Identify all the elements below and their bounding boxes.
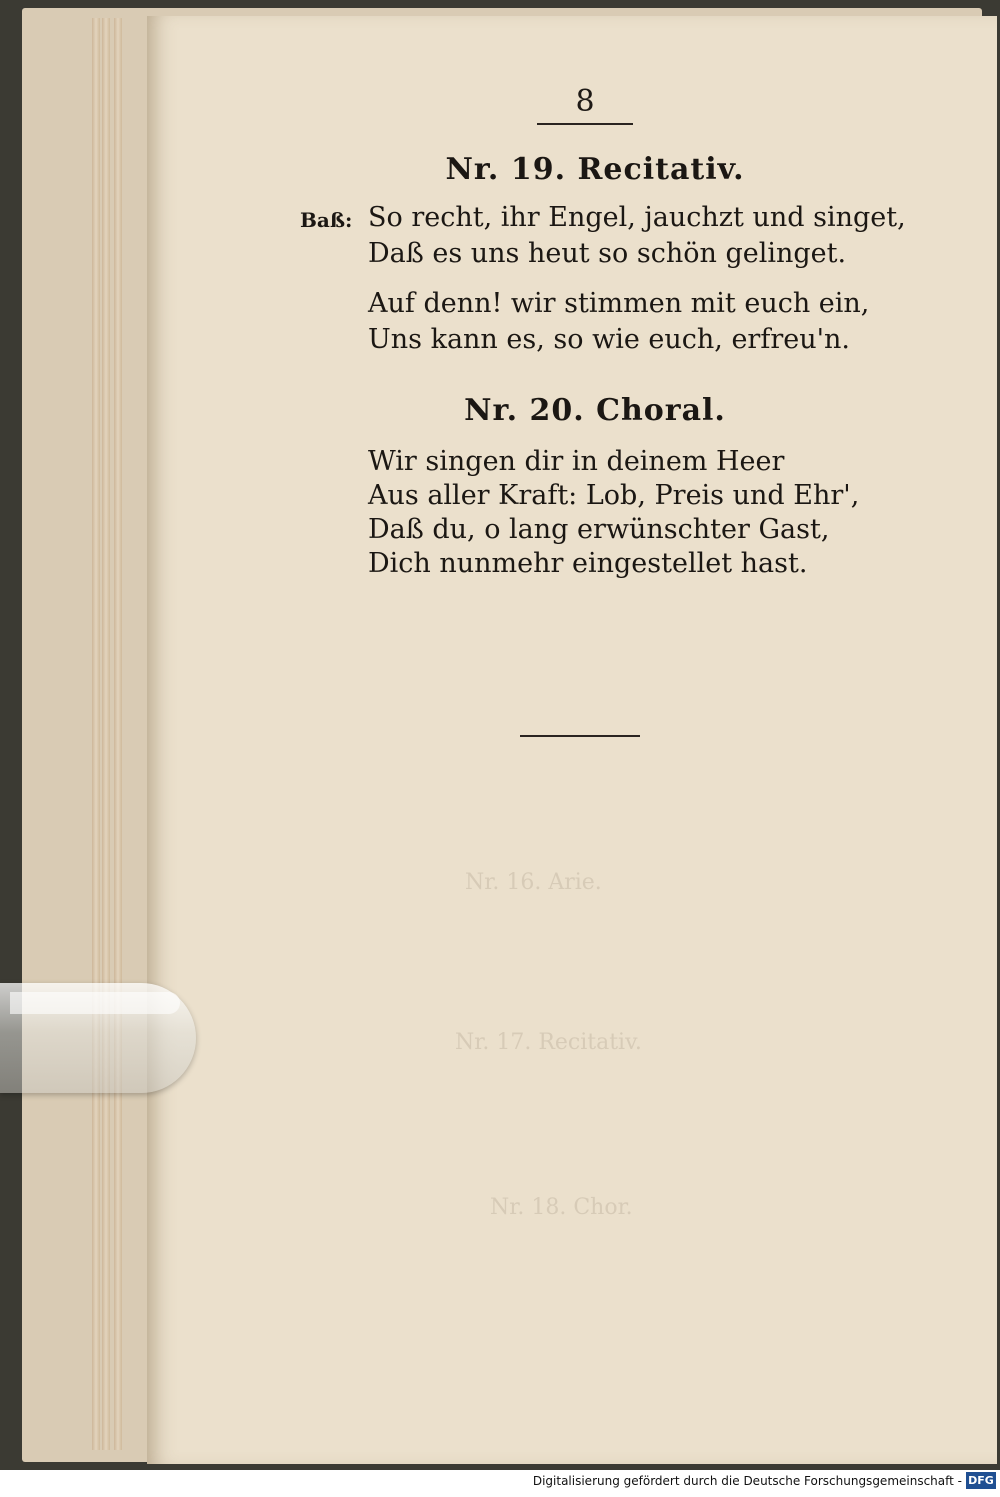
verse-line: Daß du, o lang erwünschter Gast,	[368, 514, 830, 545]
page-edge	[114, 18, 122, 1450]
section-heading: Nr. 20. Choral.	[464, 393, 726, 428]
show-through-heading: Nr. 18. Chor.	[490, 1195, 633, 1220]
dfg-logo: DFG	[966, 1472, 996, 1489]
book-page	[147, 16, 997, 1464]
verse-line: Uns kann es, so wie euch, erfreu'n.	[368, 324, 850, 355]
page-edge	[92, 18, 100, 1450]
page-number-rule	[537, 123, 633, 125]
verse-line: Daß es uns heut so schön gelinget.	[368, 238, 847, 269]
verse-line: Wir singen dir in deinem Heer	[368, 446, 785, 477]
verse-line: Auf denn! wir stimmen mit euch ein,	[368, 288, 870, 319]
speaker-label: Baß:	[300, 208, 353, 232]
show-through-heading: Nr. 17. Recitativ.	[455, 1030, 642, 1055]
verse-line: Aus aller Kraft: Lob, Preis und Ehr',	[368, 480, 860, 511]
page-holder-clip-highlight	[10, 992, 180, 1014]
verse-line: So recht, ihr Engel, jauchzt und singet,	[368, 202, 906, 233]
page-edge	[102, 18, 110, 1450]
funding-credit: Digitalisierung gefördert durch die Deutsche Forschungsgemeinschaft -	[532, 1474, 962, 1488]
show-through-heading: Nr. 16. Arie.	[465, 870, 602, 895]
page-number: 8	[575, 84, 595, 119]
verse-line: Dich nunmehr eingestellet hast.	[368, 548, 808, 579]
section-heading: Nr. 19. Recitativ.	[445, 152, 745, 187]
end-rule	[520, 735, 640, 737]
